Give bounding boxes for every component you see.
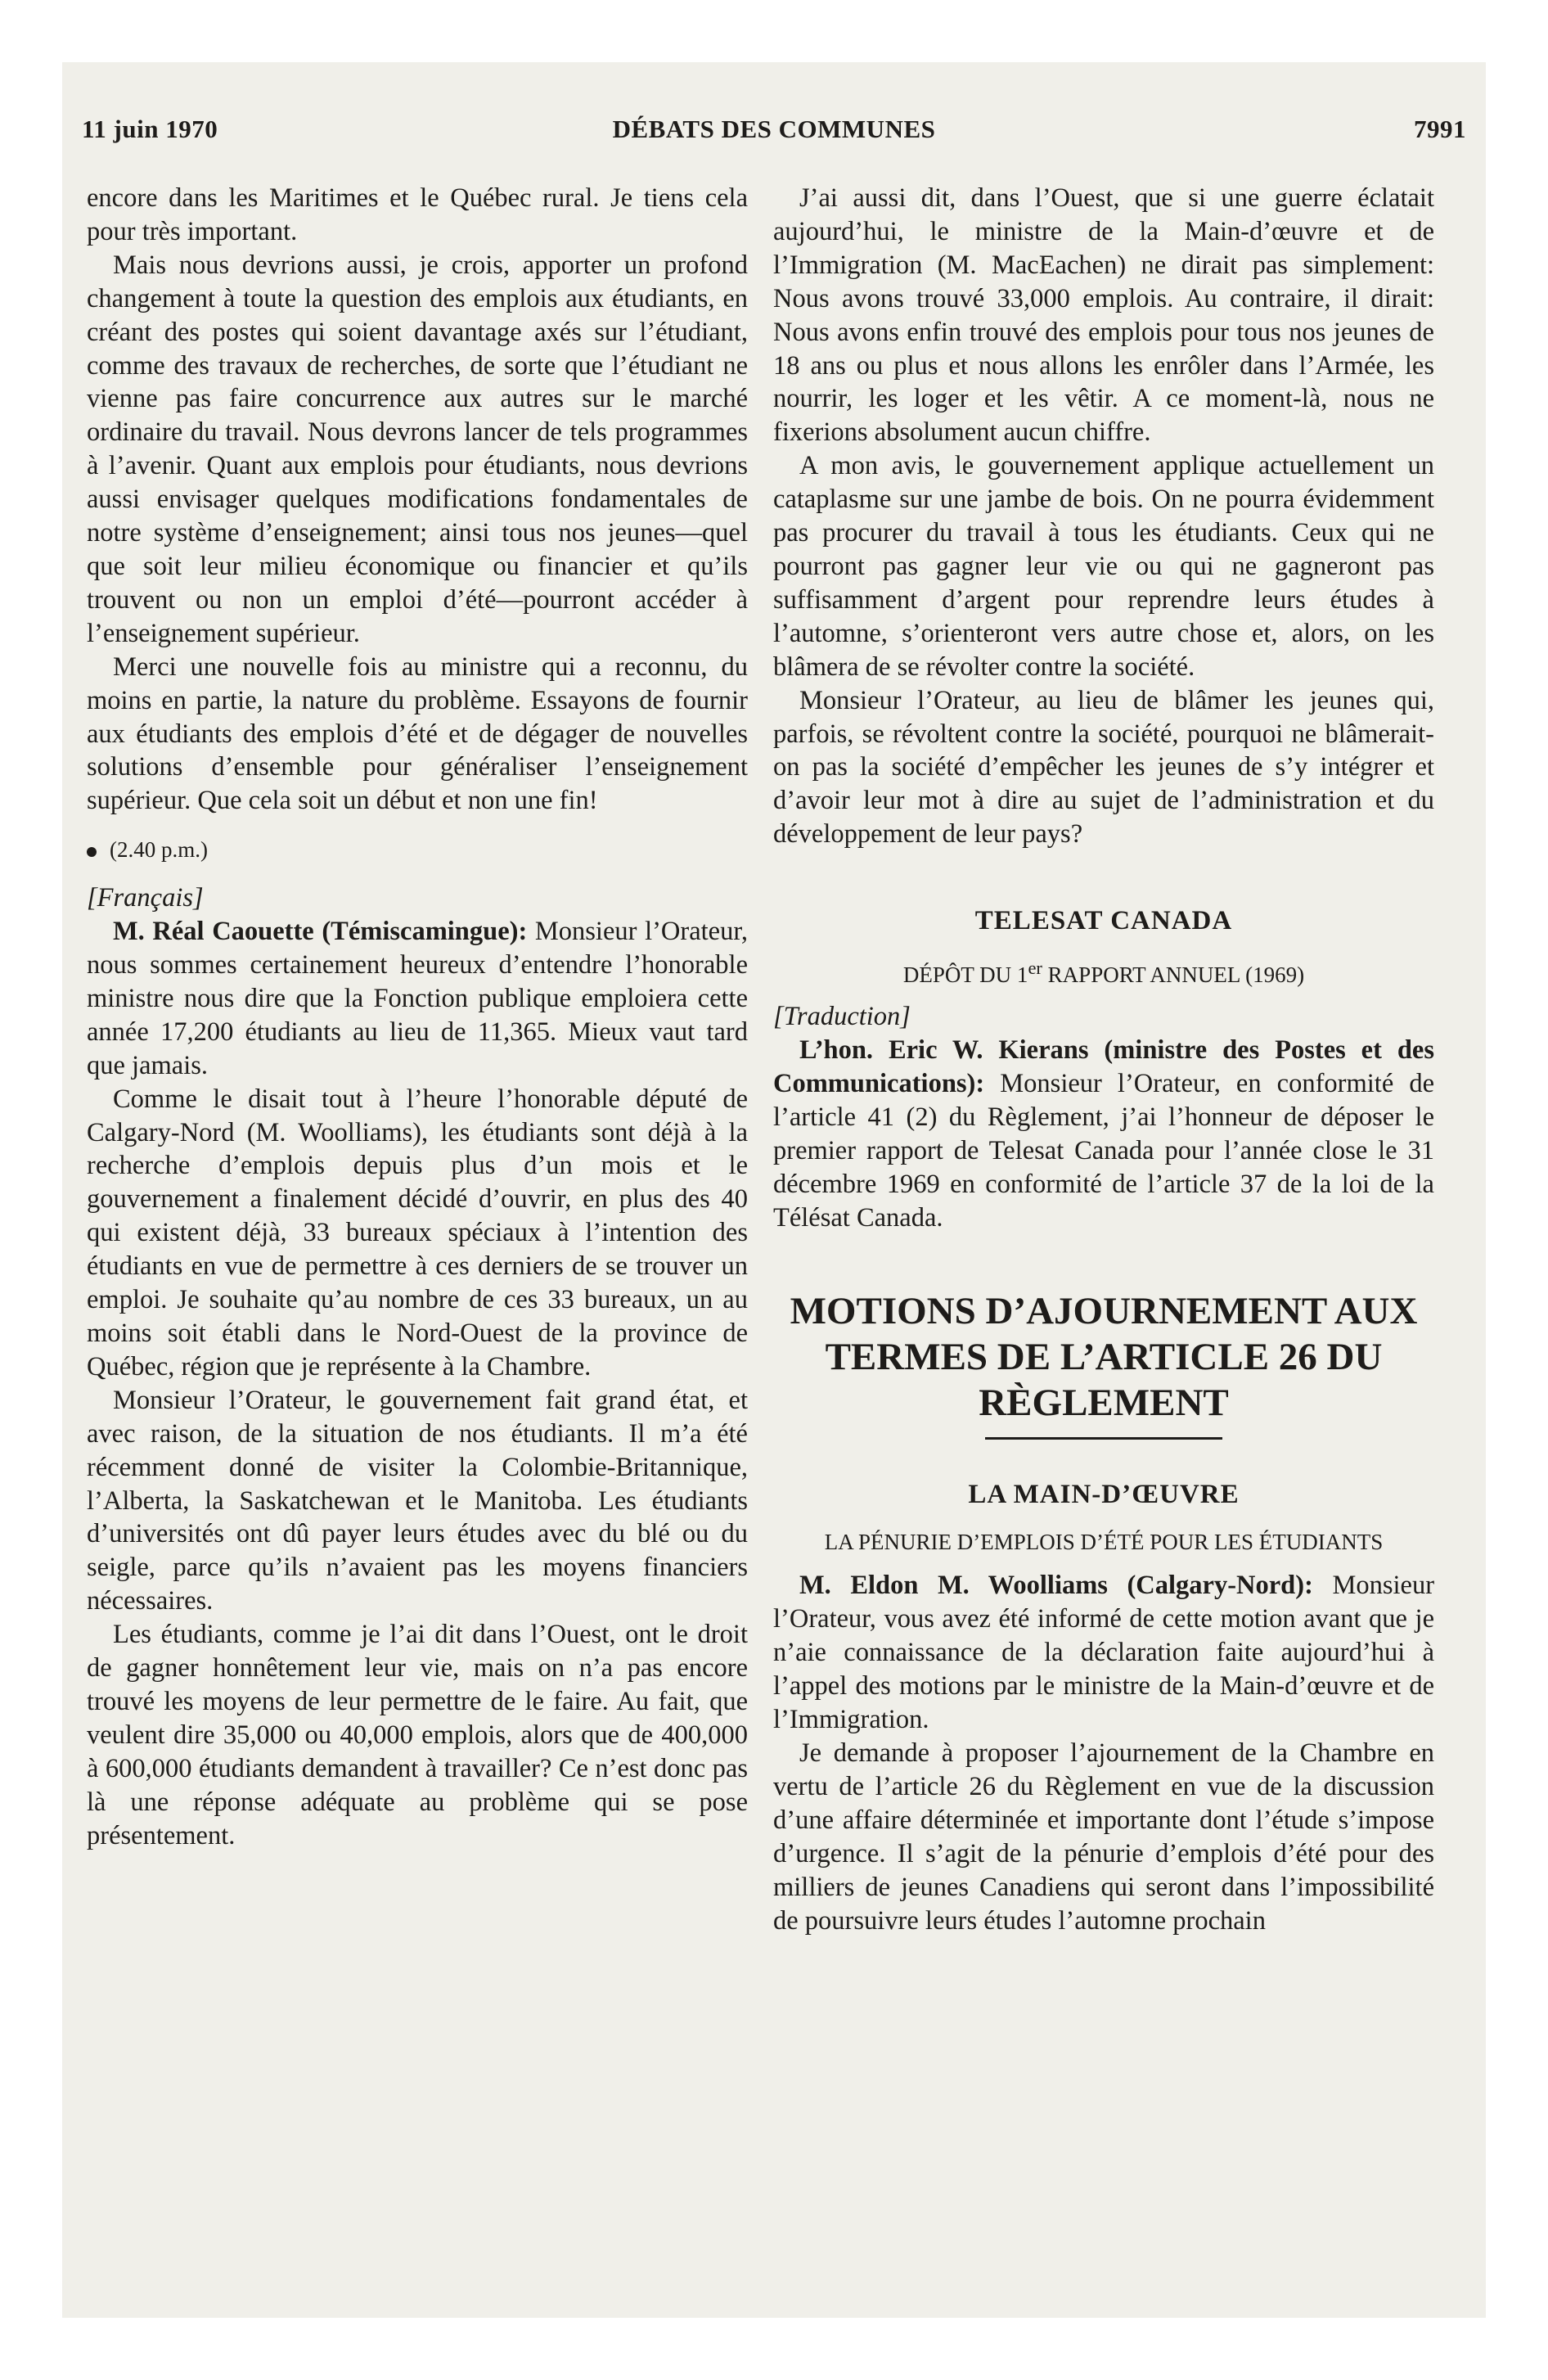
right-column [773,182,1434,1937]
paragraph: Comme le disait tout à l’heure l’honorable député de Calgary-Nord (M. Woolliams), les étudiants sont déjà à la recherche d’emplois depuis plus d’un mois et le gouvernement a finalement décidé d’ouvrir, en plus des 40 qui existent déjà, 33 bureaux spéciaux à l’intention des étudiants en vue de permettre à ces derniers de se trouver un emploi. Je souhaite qu’au nombre de ces 33 bureaux, un au moins soit établi dans le Nord-Ouest de la province de Québec, région que je représente à la Chambre. [87,1084,748,1382]
speech-text: Monsieur l’Orateur, nous sommes certainement heureux d’entendre l’honorable ministre nous dire que la Fonction publique emploiera cette année 17,200 étudiants au lieu de 11,365. Mieux vaut tard que jamais. [87,917,748,1080]
paragraph: Monsieur l’Orateur, au lieu de blâmer les jeunes qui, parfois, se révoltent contre la société, pourquoi ne blâmerait-on pas la société d’empêcher les jeunes de s’y intégrer et d’avoir leur mot à dire au sujet de l’administration et du développement de leur pays? [773,685,1434,850]
speech-text: Monsieur l’Orateur, vous avez été informé de cette motion avant que je n’aie connaissance de la déclaration faite aujourd’hui à l’appel des motions par le ministre de la Main-d’œuvre et de l’Immigration. [773,1571,1435,1735]
speech-paragraph [773,1569,1434,1737]
header-date: 11 juin 1970 [82,115,218,143]
speech-paragraph [773,1034,1434,1234]
subtitle-superscript: er [1028,958,1042,979]
paragraph: J’ai aussi dit, dans l’Ouest, que si une guerre éclatait aujourd’hui, le ministre de la Main-d’œuvre et de l’Immigration (M. MacEachen) ne dirait pas simplement: Nous avons trouvé 33,000 emplois. Au contraire, il dirait: Nous avons enfin trouvé des emplois pour tous nos jeunes de 18 ans ou plus et nous allons les enrôler dans l’Armée, les nourrir, les loger et les vêtir. A ce moment-là, nous ne fixerions absolument aucun chiffre. [773,183,1434,448]
timestamp-text: (2.40 p.m.) [110,837,208,863]
paragraph: A mon avis, le gouvernement applique actuellement un cataplasme sur une jambe de bois. On ne pourra évidemment pas procurer du travail à tous les étudiants. Ceux qui ne pourront pas gagner leur vie ou qui ne gagneront pas suffisamment d’argent pour reprendre leurs études à l’automne, s’orienteront vers autre chose et, alors, on les blâmera de se révolter contre la société. [773,451,1434,682]
speech-text: Monsieur l’Orateur, en conformité de l’article 41 (2) du Règlement, j’ai l’honneur de déposer le premier rapport de Telesat Canada pour l’année close le 31 décembre 1969 en conformité de l’article 37 de la loi de la Télésat Canada. [773,1068,1434,1233]
timestamp [87,836,748,863]
section-subtitle [773,953,1434,990]
speech-paragraph [87,915,748,1083]
paragraph: encore dans les Maritimes et le Québec rural. Je tiens cela pour très important. [87,183,748,246]
header-page-number: 7991 [1414,115,1466,143]
paragraph: Merci une nouvelle fois au ministre qui a reconnu, du moins en partie, la nature du problème. Essayons de fournir aux étudiants des emplois d’été et de dégager de nouvelles solutions d’ensemble pour généraliser l’enseignement supérieur. Que cela soit un début et non une fin! [87,651,748,816]
speaker-name: L’hon. Eric W. Kierans (ministre des Postes et des Communications): [773,1035,1434,1098]
subtitle-text: DÉPÔT DU 1 [902,962,1028,988]
subtitle-text: RAPPORT ANNUEL (1969) [1042,962,1305,988]
left-column [87,182,748,1853]
page-header [82,115,1466,156]
paragraph: Les étudiants, comme je l’ai dit dans l’Ouest, ont le droit de gagner honnêtement leur vie, mais on n’a pas encore trouvé les moyens de leur permettre de le faire. Au fait, que veulent dire 35,000 ou 40,000 emplois, alors que de 400,000 à 600,000 étudiants demandent à travailler? Ce n’est donc pas là une réponse adéquate au problème qui se pose présentement. [87,1620,748,1850]
paragraph: Monsieur l’Orateur, le gouvernement fait grand état, et avec raison, de la situation de nos étudiants. Il m’a été récemment donné de visiter la Colombie-Britannique, l’Alberta, la Saskatchewan et le Manitoba. Les étudiants d’universités ont dû payer leurs études avec du blé ou du seigle, parce qu’ils n’avaient pas les moyens financiers nécessaires. [87,1385,748,1616]
paragraph: Je demande à proposer l’ajournement de la Chambre en vertu de l’article 26 du Règlement en vue de la discussion d’une affaire déterminée et importante dont l’étude s’impose d’urgence. Il s’agit de la pénurie d’emplois d’été pour des milliers de jeunes Canadiens qui seront dans l’impossibilité de poursuivre leurs études l’automne prochain [773,1738,1434,1936]
header-title: DÉBATS DES COMMUNES [612,115,936,143]
section-subtitle: LA PÉNURIE D’EMPLOIS D’ÉTÉ POUR LES ÉTUDIANTS [824,1530,1384,1555]
divider [985,1437,1222,1440]
major-heading: MOTIONS D’AJOURNEMENT AUX TERMES DE L’ARTICLE 26 DU RÈGLEMENT [790,1290,1418,1425]
speaker-name: M. Eldon M. Woolliams (Calgary-Nord): [799,1571,1313,1601]
paragraph: Mais nous devrions aussi, je crois, apporter un profond changement à toute la question des emplois aux étudiants, en créant des postes qui soient davantage axés sur l’étudiant, comme des travaux de recherches, de sorte que l’étudiant ne vienne pas faire concurrence aux autres sur le marché ordinaire du travail. Nous devrons lancer de tels programmes à l’avenir. Quant aux emplois pour étudiants, nous devrions aussi envisager quelques modifications fondamentales de notre système d’enseignement; ainsi tous nos jeunes—quel que soit leur milieu économique ou financier et qu’ils trouvent ou non un emploi d’été—pourront accéder à l’enseignement supérieur. [87,250,748,648]
bullet-icon [87,847,97,857]
speaker-name: M. Réal Caouette (Témiscamingue): [113,917,528,947]
language-note: [Français] [87,883,204,913]
section-title: TELESAT CANADA [974,906,1233,936]
language-note: [Traduction] [773,1002,911,1032]
section-title: LA MAIN-D’ŒUVRE [968,1480,1240,1510]
